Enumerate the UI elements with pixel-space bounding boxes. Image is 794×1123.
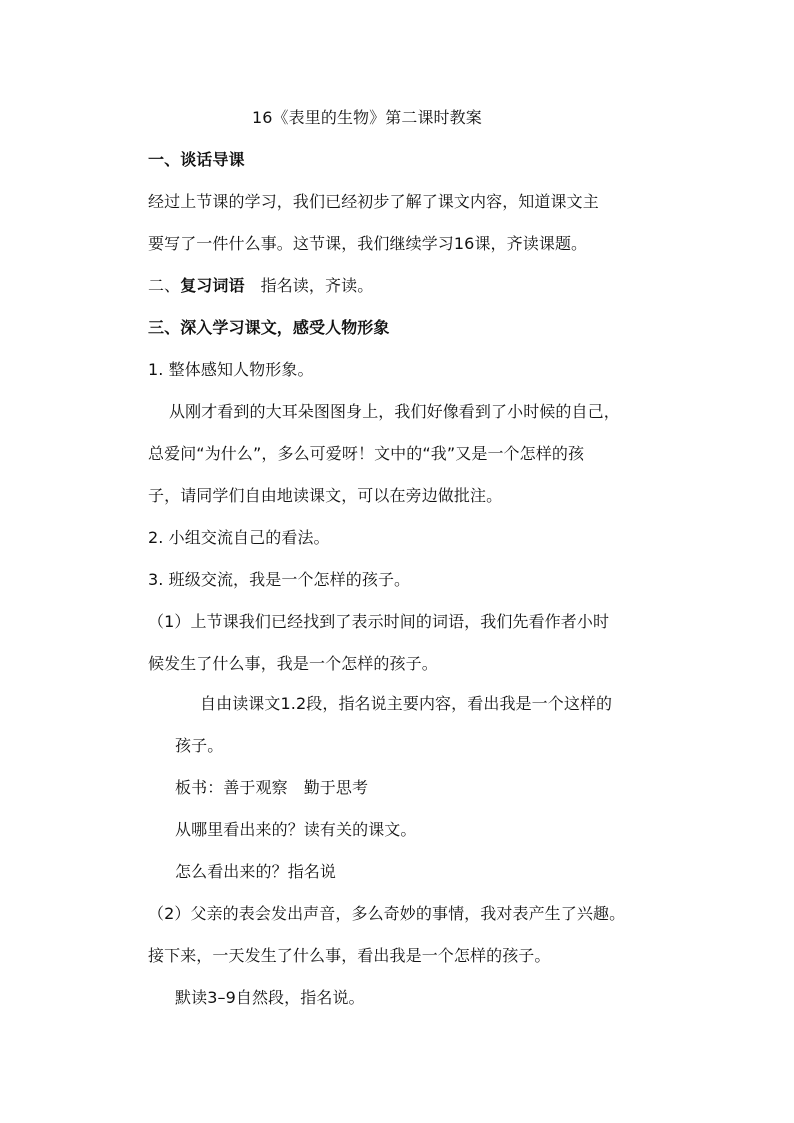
section3-item1-line2: 总爱问“为什么”，多么可爱呀！文中的“我”又是一个怎样的孩 bbox=[148, 444, 585, 463]
section3-item1: 1. 整体感知人物形象。 bbox=[148, 360, 314, 379]
section1-paragraph-line2: 要写了一件什么事。这节课，我们继续学习16课，齐读课题。 bbox=[148, 234, 588, 253]
section3-sub2-read: 默读3–9自然段，指名说。 bbox=[175, 988, 365, 1007]
document-title: 16《表里的生物》第二课时教案 bbox=[252, 108, 482, 127]
section1-paragraph-line1: 经过上节课的学习，我们已经初步了解了课文内容，知道课文主 bbox=[148, 192, 599, 211]
section3-sub1-read-line1: 自由读课文1.2段，指名说主要内容，看出我是一个这样的 bbox=[200, 694, 613, 713]
section3-sub2-line2: 接下来，一天发生了什么事，看出我是一个怎样的孩子。 bbox=[148, 946, 551, 965]
section3-sub2-line1: （2）父亲的表会发出声音，多么奇妙的事情，我对表产生了兴趣。 bbox=[148, 904, 626, 923]
section3-item3: 3. 班级交流，我是一个怎样的孩子。 bbox=[148, 570, 411, 589]
question2: 怎么看出来的？指名说 bbox=[175, 862, 337, 881]
section3-item2: 2. 小组交流自己的看法。 bbox=[148, 528, 330, 547]
section3-sub1-line2: 候发生了什么事，我是一个怎样的孩子。 bbox=[148, 654, 438, 673]
section3-item1-line3: 子，请同学们自由地读课文，可以在旁边做批注。 bbox=[148, 486, 503, 505]
section2-line bbox=[148, 274, 373, 298]
section3-sub1-line1: （1）上节课我们已经找到了表示时间的词语，我们先看作者小时 bbox=[148, 612, 610, 631]
board-label: 板书：善于观察 bbox=[175, 778, 288, 797]
section3-sub1-read-line2: 孩子。 bbox=[175, 736, 224, 755]
section2-text: 指名读，齐读。 bbox=[260, 276, 374, 295]
board-writing-line bbox=[175, 776, 368, 800]
section3-item1-line1: 从刚才看到的大耳朵图图身上，我们好像看到了小时候的自己， bbox=[169, 402, 620, 421]
board-value: 勤于思考 bbox=[303, 778, 369, 797]
section2-prefix: 二、 bbox=[148, 276, 181, 295]
question1: 从哪里看出来的？读有关的课文。 bbox=[175, 820, 417, 839]
section2-heading: 复习词语 bbox=[180, 276, 245, 295]
section3-heading: 三、深入学习课文，感受人物形象 bbox=[148, 318, 390, 337]
section1-heading: 一、谈话导课 bbox=[148, 150, 245, 169]
